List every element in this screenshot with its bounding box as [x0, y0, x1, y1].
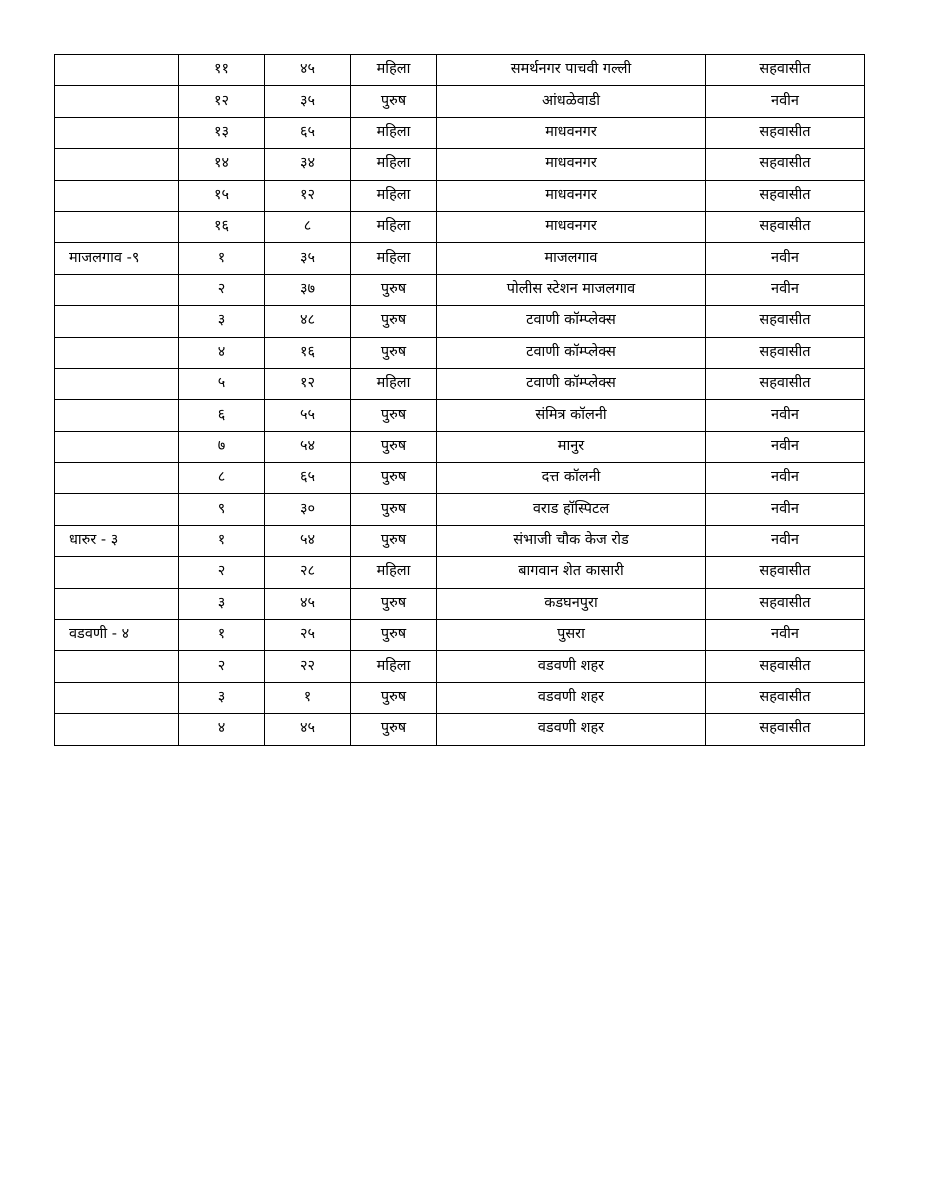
status-cell: सहवासीत [706, 651, 865, 682]
serial-number-cell: ४ [179, 337, 265, 368]
status-cell: सहवासीत [706, 714, 865, 745]
age-cell: २२ [265, 651, 351, 682]
serial-number-cell: १२ [179, 86, 265, 117]
taluka-cell [55, 431, 179, 462]
taluka-cell [55, 463, 179, 494]
address-cell: मानुर [437, 431, 706, 462]
serial-number-cell: ३ [179, 682, 265, 713]
gender-cell: पुरुष [351, 86, 437, 117]
taluka-cell [55, 400, 179, 431]
age-cell: ५४ [265, 525, 351, 556]
address-cell: टवाणी कॉम्प्लेक्स [437, 368, 706, 399]
status-cell: नवीन [706, 494, 865, 525]
status-cell: सहवासीत [706, 180, 865, 211]
address-cell: आंधळेवाडी [437, 86, 706, 117]
status-cell: सहवासीत [706, 55, 865, 86]
status-cell: नवीन [706, 463, 865, 494]
table-row [55, 400, 865, 431]
taluka-cell [55, 651, 179, 682]
status-cell: सहवासीत [706, 368, 865, 399]
age-cell: ४५ [265, 55, 351, 86]
serial-number-cell: २ [179, 274, 265, 305]
address-cell: माधवनगर [437, 211, 706, 242]
gender-cell: महिला [351, 55, 437, 86]
serial-number-cell: ११ [179, 55, 265, 86]
age-cell: १ [265, 682, 351, 713]
address-cell: कडघनपुरा [437, 588, 706, 619]
status-cell: सहवासीत [706, 306, 865, 337]
age-cell: ५५ [265, 400, 351, 431]
serial-number-cell: ४ [179, 714, 265, 745]
serial-number-cell: २ [179, 651, 265, 682]
gender-cell: महिला [351, 368, 437, 399]
serial-number-cell: ६ [179, 400, 265, 431]
status-cell: सहवासीत [706, 588, 865, 619]
gender-cell: पुरुष [351, 274, 437, 305]
status-cell: सहवासीत [706, 682, 865, 713]
age-cell: ३५ [265, 86, 351, 117]
table-row [55, 525, 865, 556]
table-row [55, 243, 865, 274]
address-cell: वडवणी शहर [437, 651, 706, 682]
table-row [55, 463, 865, 494]
age-cell: ३५ [265, 243, 351, 274]
serial-number-cell: १४ [179, 149, 265, 180]
gender-cell: पुरुष [351, 431, 437, 462]
age-cell: १२ [265, 180, 351, 211]
status-cell: नवीन [706, 274, 865, 305]
age-cell: ४५ [265, 714, 351, 745]
address-cell: पुसरा [437, 620, 706, 651]
gender-cell: पुरुष [351, 306, 437, 337]
serial-number-cell: १३ [179, 117, 265, 148]
taluka-cell [55, 557, 179, 588]
gender-cell: पुरुष [351, 337, 437, 368]
taluka-cell [55, 211, 179, 242]
gender-cell: पुरुष [351, 463, 437, 494]
address-cell: टवाणी कॉम्प्लेक्स [437, 337, 706, 368]
address-cell: माधवनगर [437, 117, 706, 148]
age-cell: ४५ [265, 588, 351, 619]
age-cell: २५ [265, 620, 351, 651]
status-cell: सहवासीत [706, 117, 865, 148]
status-cell: सहवासीत [706, 149, 865, 180]
taluka-cell [55, 494, 179, 525]
serial-number-cell: ३ [179, 588, 265, 619]
serial-number-cell: १ [179, 243, 265, 274]
address-cell: वराड हॉस्पिटल [437, 494, 706, 525]
address-cell: वडवणी शहर [437, 682, 706, 713]
serial-number-cell: १६ [179, 211, 265, 242]
status-cell: सहवासीत [706, 337, 865, 368]
age-cell: ५४ [265, 431, 351, 462]
gender-cell: पुरुष [351, 494, 437, 525]
status-cell: सहवासीत [706, 557, 865, 588]
taluka-cell: धारुर - ३ [55, 525, 179, 556]
serial-number-cell: ७ [179, 431, 265, 462]
table-row [55, 117, 865, 148]
address-cell: माधवनगर [437, 180, 706, 211]
serial-number-cell: २ [179, 557, 265, 588]
table-row [55, 588, 865, 619]
status-cell: सहवासीत [706, 211, 865, 242]
status-cell: नवीन [706, 243, 865, 274]
table-row [55, 337, 865, 368]
age-cell: १६ [265, 337, 351, 368]
taluka-cell: वडवणी - ४ [55, 620, 179, 651]
table-row [55, 274, 865, 305]
address-cell: समर्थनगर पाचवी गल्ली [437, 55, 706, 86]
taluka-cell [55, 117, 179, 148]
serial-number-cell: १ [179, 525, 265, 556]
serial-number-cell: १५ [179, 180, 265, 211]
taluka-cell [55, 337, 179, 368]
serial-number-cell: ९ [179, 494, 265, 525]
table-row [55, 714, 865, 745]
address-cell: संमित्र कॉलनी [437, 400, 706, 431]
patient-table [54, 54, 865, 746]
status-cell: नवीन [706, 620, 865, 651]
taluka-cell [55, 368, 179, 399]
age-cell: १२ [265, 368, 351, 399]
taluka-cell [55, 149, 179, 180]
table-row [55, 620, 865, 651]
status-cell: नवीन [706, 400, 865, 431]
taluka-cell [55, 55, 179, 86]
taluka-cell [55, 714, 179, 745]
serial-number-cell: १ [179, 620, 265, 651]
status-cell: नवीन [706, 431, 865, 462]
gender-cell: पुरुष [351, 400, 437, 431]
table-row [55, 494, 865, 525]
status-cell: नवीन [706, 86, 865, 117]
taluka-cell: माजलगाव -९ [55, 243, 179, 274]
taluka-cell [55, 180, 179, 211]
taluka-cell [55, 86, 179, 117]
gender-cell: महिला [351, 180, 437, 211]
table-row [55, 306, 865, 337]
address-cell: दत्त कॉलनी [437, 463, 706, 494]
serial-number-cell: ५ [179, 368, 265, 399]
address-cell: संभाजी चौक केज रोड [437, 525, 706, 556]
gender-cell: महिला [351, 243, 437, 274]
gender-cell: पुरुष [351, 620, 437, 651]
table-row [55, 180, 865, 211]
table-row [55, 557, 865, 588]
address-cell: माधवनगर [437, 149, 706, 180]
taluka-cell [55, 682, 179, 713]
age-cell: ४८ [265, 306, 351, 337]
table-body [55, 55, 865, 746]
table-row [55, 682, 865, 713]
address-cell: टवाणी कॉम्प्लेक्स [437, 306, 706, 337]
serial-number-cell: ८ [179, 463, 265, 494]
address-cell: वडवणी शहर [437, 714, 706, 745]
address-cell: बागवान शेत कासारी [437, 557, 706, 588]
gender-cell: महिला [351, 149, 437, 180]
age-cell: ६५ [265, 117, 351, 148]
table-row [55, 368, 865, 399]
table-row [55, 55, 865, 86]
taluka-cell [55, 274, 179, 305]
table-row [55, 149, 865, 180]
age-cell: ३७ [265, 274, 351, 305]
gender-cell: महिला [351, 211, 437, 242]
age-cell: ६५ [265, 463, 351, 494]
gender-cell: महिला [351, 557, 437, 588]
status-cell: नवीन [706, 525, 865, 556]
gender-cell: महिला [351, 117, 437, 148]
gender-cell: पुरुष [351, 682, 437, 713]
gender-cell: पुरुष [351, 714, 437, 745]
gender-cell: पुरुष [351, 588, 437, 619]
table-row [55, 211, 865, 242]
gender-cell: महिला [351, 651, 437, 682]
gender-cell: पुरुष [351, 525, 437, 556]
address-cell: माजलगाव [437, 243, 706, 274]
serial-number-cell: ३ [179, 306, 265, 337]
age-cell: ३० [265, 494, 351, 525]
age-cell: ३४ [265, 149, 351, 180]
taluka-cell [55, 588, 179, 619]
address-cell: पोलीस स्टेशन माजलगाव [437, 274, 706, 305]
table-row [55, 86, 865, 117]
taluka-cell [55, 306, 179, 337]
age-cell: ८ [265, 211, 351, 242]
table-row [55, 431, 865, 462]
age-cell: २८ [265, 557, 351, 588]
table-row [55, 651, 865, 682]
